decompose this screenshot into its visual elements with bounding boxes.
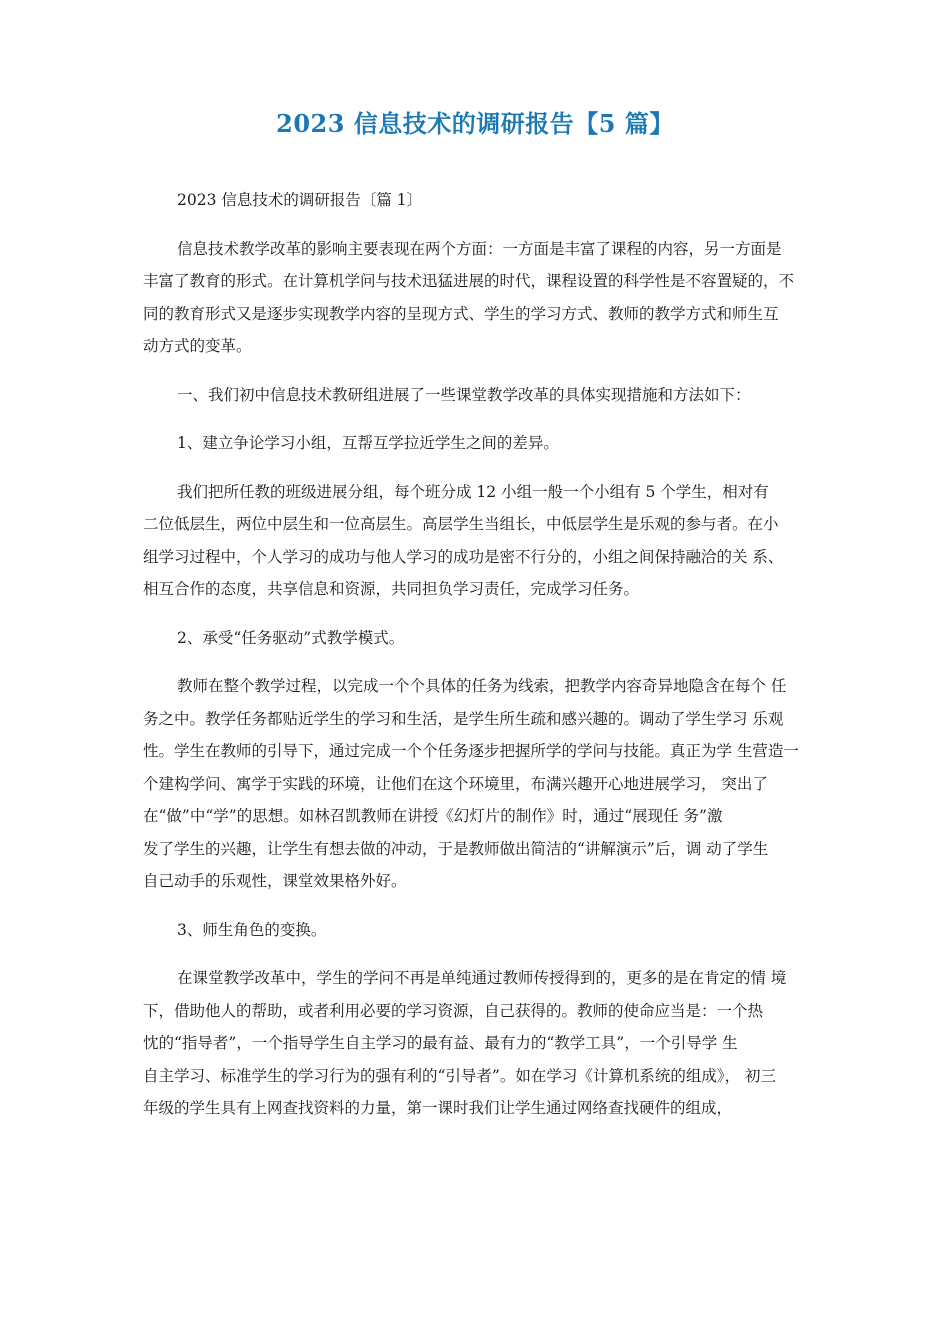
paragraph-line: 教师在整个教学过程，以完成一个个具体的任务为线索，把教学内容奇异地隐含在每个 任 [177, 677, 787, 695]
paragraph-gap [143, 363, 815, 379]
paragraph-line: 相互合作的态度，共享信息和资源，共同担负学习责任，完成学习任务。 [143, 580, 640, 598]
paragraph-line: 在“做”中“学”的思想。如林召凯教师在讲授《幻灯片的制作》时，通过“展现任 务”激 [143, 807, 723, 825]
paragraph-line: 自己动手的乐观性，课堂效果格外好。 [143, 872, 407, 890]
spacer [143, 217, 815, 233]
paragraph-line: 发了学生的兴趣，让学生有想去做的冲动，于是教师做出简洁的“讲解演示”后，调 动了学生 [143, 839, 769, 858]
paragraph-line: 我们把所任教的班级进展分组，每个班分成 12 小组一般一个小组有 5 个学生，相对有 [177, 482, 769, 501]
paragraph-gap [143, 460, 815, 476]
paragraph-line: 组学习过程中，个人学习的成功与他人学习的成功是密不行分的，小组之间保持融洽的关 系、 [143, 547, 784, 566]
document-body [143, 184, 815, 1125]
paragraph-gap [143, 411, 815, 427]
paragraph-line: 性。学生在教师的引导下，通过完成一个个任务逐步把握所学的学问与技能。真正为学 生营造一 [143, 742, 799, 760]
document-title: 2023 信息技术的调研报告【5 篇】 [276, 109, 674, 138]
paragraph-gap [143, 946, 815, 962]
paragraph-line: 一、我们初中信息技术教研组进展了一些课堂教学改革的具体实现措施和方法如下： [177, 385, 751, 404]
paragraph-gap [143, 654, 815, 670]
paragraph-line: 信息技术教学改革的影响主要表现在两个方面：一方面是丰富了课程的内容，另一方面是 [177, 239, 782, 258]
paragraph-gap [143, 606, 815, 622]
paragraph-line: 年级的学生具有上网查找资料的力量，第一课时我们让学生通过网络查找硬件的组成， [143, 1099, 733, 1117]
paragraph-line: 3、师生角色的变换。 [177, 920, 327, 939]
paragraph-line: 二位低层生，两位中层生和一位高层生。高层学生当组长，中低层学生是乐观的参与者。在小 [143, 515, 779, 533]
paragraph-line: 下，借助他人的帮助，或者利用必要的学习资源，自己获得的。教师的使命应当是：一个热 [143, 1001, 764, 1020]
paragraph-line: 自主学习、标准学生的学习行为的强有利的“引导者”。如在学习《计算机系统的组成》， 初三 [143, 1066, 777, 1085]
paragraph-line: 1、建立争论学习小组，互帮互学拉近学生之间的差异。 [177, 434, 559, 452]
paragraph-line: 2、承受“任务驱动”式教学模式。 [177, 628, 405, 647]
paragraph-line: 同的教育形式又是逐步实现教学内容的呈现方式、学生的学习方式、教师的教学方式和师生互 [143, 304, 779, 323]
paragraph-line: 忱的“指导者”，一个指导学生自主学习的最有益、最有力的“教学工具”，一个引导学 生 [143, 1034, 738, 1052]
paragraph-line: 在课堂教学改革中，学生的学问不再是单纯通过教师传授得到的，更多的是在肯定的情 境 [177, 969, 787, 987]
paragraph-gap [143, 898, 815, 914]
paragraph-line: 个建构学问、寓学于实践的环境，让他们在这个环境里，布满兴趣开心地进展学习， 突出了 [143, 774, 768, 793]
paragraph-line: 务之中。教学任务都贴近学生的学习和生活，是学生所生疏和感兴趣的。调动了学生学习 乐观 [143, 709, 784, 728]
section-subtitle: 2023 信息技术的调研报告〔篇 1〕 [177, 191, 423, 209]
paragraph-line: 丰富了教育的形式。在计算机学问与技术迅猛进展的时代，课程设置的科学性是不容置疑的，不 [143, 272, 795, 290]
paragraph-line: 动方式的变革。 [143, 337, 252, 355]
